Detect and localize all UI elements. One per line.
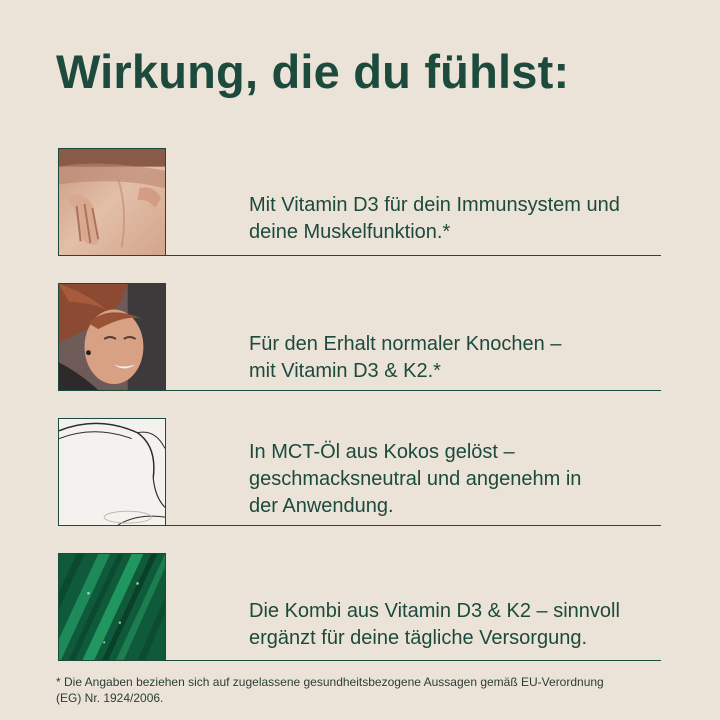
benefit-text-line: Die Kombi aus Vitamin D3 & K2 – sinnvoll (249, 600, 620, 622)
benefit-text-line: Mit Vitamin D3 für dein Immunsystem und (249, 194, 620, 216)
benefit-text-line: ergänzt für deine tägliche Versorgung. (249, 627, 587, 649)
benefit-text-line: deine Muskelfunktion.* (249, 221, 451, 243)
row-divider (166, 525, 661, 526)
benefit-row-combo (58, 553, 661, 661)
green-leaf-photo (58, 553, 166, 661)
benefit-row-immune (58, 148, 661, 256)
benefit-text-line: geschmacksneutral und angenehm in (249, 468, 582, 490)
benefit-text-line: der Anwendung. (249, 495, 394, 517)
footnote-line: * Die Angaben beziehen sich auf zugelassene gesundheitsbezogene Aussagen gemäß EU-Verordnung (56, 675, 604, 689)
footnote-line: (EG) Nr. 1924/2006. (56, 691, 164, 705)
row-divider (166, 255, 661, 256)
smiling-woman-photo (58, 283, 166, 391)
legal-footnote (56, 674, 676, 706)
benefit-text-line: Für den Erhalt normaler Knochen – (249, 333, 562, 355)
row-divider (166, 390, 661, 391)
row-divider (166, 660, 661, 661)
benefit-row-mct (58, 418, 661, 526)
page-title: Wirkung, die du fühlst: (56, 45, 570, 98)
massage-photo (58, 148, 166, 256)
oil-droplet-photo (58, 418, 166, 526)
benefit-text-line: mit Vitamin D3 & K2.* (249, 360, 441, 382)
benefit-text-line: In MCT-Öl aus Kokos gelöst – (249, 441, 515, 463)
benefit-row-bones (58, 283, 661, 391)
